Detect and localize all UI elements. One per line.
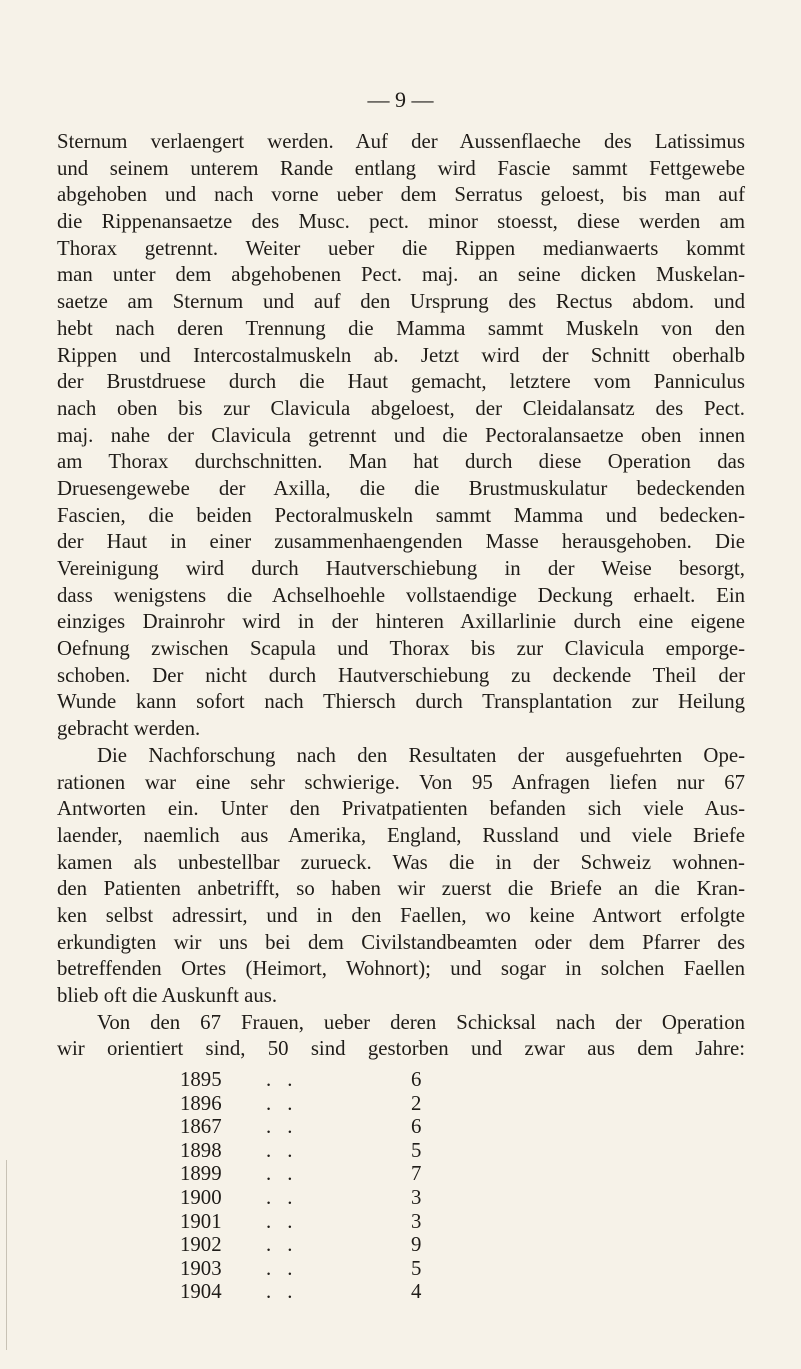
text-line: maj. nahe der Clavicula getrennt und die Pectoralansaetze oben innen [57,423,745,447]
count-cell: 6 [411,1115,422,1139]
text-line: blieb oft die Auskunft aus. [57,984,278,1007]
table-row [180,1115,440,1139]
text-line: Fascien, die beiden Pectoralmuskeln sammt Mamma und bedecken- [57,503,745,527]
text-line: hebt nach deren Trennung die Mamma sammt Muskeln von den [57,316,745,340]
year-cell: 1901 [180,1209,222,1233]
year-cell: 1903 [180,1256,222,1280]
leader-dots: .. [266,1280,309,1304]
count-cell: 6 [411,1068,422,1091]
text-line: Thorax getrennt. Weiter ueber die Rippen medianwaerts kommt [57,236,745,260]
paragraph-2 [57,743,745,1010]
text-line: rationen war eine sehr schwierige. Von 95 Anfragen liefen nur 67 [57,770,745,794]
leader-dots: .. [266,1162,309,1186]
text-line: der Brustdruese durch die Haut gemacht, letztere vom Panniculus [57,370,745,394]
leader-dots: .. [266,1115,309,1139]
text-line: den Patienten anbetrifft, so haben wir zuerst die Briefe an die Kran- [57,877,745,901]
year-cell: 1904 [180,1280,222,1304]
table-row [180,1233,440,1257]
text-line: Antworten ein. Unter den Privatpatienten befanden sich viele Aus- [57,797,745,821]
text-line: am Thorax durchschnitten. Man hat durch diese Operation das [57,450,745,474]
table-row [180,1186,440,1210]
page-edge-shadow [6,1160,7,1350]
table-row [180,1139,440,1163]
year-cell: 1899 [180,1162,222,1186]
table-row [180,1068,440,1092]
table-row [180,1210,440,1234]
body-text [57,129,745,1063]
text-line: wir orientiert sind, 50 sind gestorben und zwar aus dem Jahre: [57,1037,745,1061]
paragraph-1 [57,129,745,743]
count-cell: 3 [411,1209,422,1233]
text-line: nach oben bis zur Clavicula abgeloest, der Cleidalansatz des Pect. [57,396,745,420]
text-line: abgehoben und nach vorne ueber dem Serratus geloest, bis man auf [57,183,745,207]
text-line: kamen als unbestellbar zurueck. Was die in der Schweiz wohnen- [57,850,745,874]
text-line: einziges Drainrohr wird in der hinteren Axillarlinie durch eine eigene [57,610,745,634]
text-line: der Haut in einer zusammenhaengenden Masse herausgehoben. Die [57,530,745,554]
text-line: die Rippenansaetze des Musc. pect. minor stoesst, diese werden am [57,210,745,234]
leader-dots: .. [266,1138,309,1162]
count-cell: 5 [411,1138,422,1162]
text-line: Wunde kann sofort nach Thiersch durch Transplantation zur Heilung [57,690,745,714]
text-line: Rippen und Intercostalmuskeln ab. Jetzt wird der Schnitt oberhalb [57,343,745,367]
year-cell: 1895 [180,1068,222,1091]
year-cell: 1867 [180,1115,222,1139]
text-line: dass wenigstens die Achselhoehle vollstaendige Deckung erhaelt. Ein [57,583,745,607]
text-line: gebracht werden. [57,717,201,741]
count-cell: 2 [411,1091,422,1115]
leader-dots: .. [266,1185,309,1209]
text-line: schoben. Der nicht durch Hautverschiebung zu deckende Theil der [57,663,745,687]
text-line: erkundigten wir uns bei dem Civilstandbeamten oder dem Pfarrer des [57,930,745,954]
text-line: Druesengewebe der Axilla, die die Brustmuskulatur bedeckenden [57,476,745,500]
text-line: ken selbst adressirt, und in den Faellen, wo keine Antwort erfolgte [57,903,745,927]
table-row [180,1162,440,1186]
text-line: Von den 67 Frauen, ueber deren Schicksal nach der Operation [97,1010,745,1034]
table-row [180,1257,440,1281]
leader-dots: .. [266,1068,309,1091]
text-line: Sternum verlaengert werden. Auf der Aussenflaeche des Latissimus [57,130,745,153]
count-cell: 5 [411,1256,422,1280]
year-cell: 1898 [180,1138,222,1162]
page-number: — 9 — [367,87,434,112]
count-cell: 4 [411,1280,422,1304]
text-line: Oefnung zwischen Scapula und Thorax bis zur Clavicula emporge- [57,637,745,661]
count-cell: 3 [411,1185,422,1209]
year-cell: 1896 [180,1091,222,1115]
leader-dots: .. [266,1091,309,1115]
table-row [180,1280,440,1304]
text-line: man unter dem abgehobenen Pect. maj. an seine dicken Muskelan- [57,263,745,287]
leader-dots: .. [266,1256,309,1280]
year-cell: 1900 [180,1185,222,1209]
leader-dots: .. [266,1209,309,1233]
text-line: Die Nachforschung nach den Resultaten der ausgefuehrten Ope- [97,743,745,767]
text-line: laender, naemlich aus Amerika, England, Russland und viele Briefe [57,823,745,847]
text-line: Vereinigung wird durch Hautverschiebung in der Weise besorgt, [57,557,745,580]
text-line: betreffenden Ortes (Heimort, Wohnort); und sogar in solchen Faellen [57,957,745,981]
table-row [180,1092,440,1116]
count-cell: 9 [411,1233,422,1257]
text-line: und seinem unterem Rande entlang wird Fascie sammt Fettgewebe [57,156,745,180]
paragraph-3 [57,1010,745,1063]
deaths-by-year-table [180,1068,440,1304]
count-cell: 7 [411,1162,422,1186]
leader-dots: .. [266,1233,309,1257]
year-cell: 1902 [180,1233,222,1257]
text-line: saetze am Sternum und auf den Ursprung des Rectus abdom. und [57,290,745,314]
